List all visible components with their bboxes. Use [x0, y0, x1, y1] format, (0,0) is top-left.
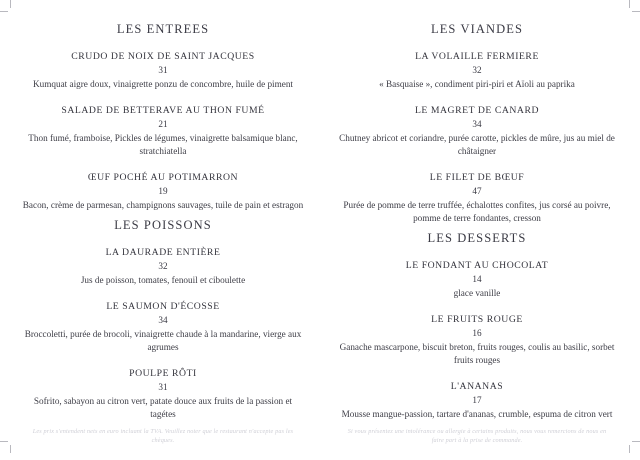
- menu-item-price: 32: [472, 65, 482, 76]
- menu-item-name: LE FRUITS ROUGE: [431, 313, 523, 325]
- menu-item-name: POULPE RÔTI: [129, 367, 197, 379]
- menu-item-description: Bacon, crème de parmesan, champignons sauvages, tuile de pain et estragon: [22, 199, 304, 210]
- section-title: LES ENTREES: [116, 22, 210, 36]
- menu-item: [20, 367, 306, 421]
- menu-item-price: 32: [158, 260, 168, 271]
- menu-item-price: 14: [472, 273, 482, 284]
- menu-item-price: 34: [472, 118, 482, 129]
- legal-note-left: Les prix s'entendent nets en euro incluant la TVA. Veuillez noter que le restaurant n'accepte pas les chèques.: [32, 427, 294, 445]
- menu-item: [20, 171, 306, 212]
- menu-item-price: 31: [158, 381, 168, 392]
- menu-item: [334, 259, 620, 300]
- menu-item-price: 47: [472, 185, 482, 196]
- menu-item: [20, 246, 306, 287]
- menu-section: [20, 218, 306, 421]
- section-title: LES POISSONS: [114, 217, 212, 232]
- menu-item-name: LA DAURADE ENTIÈRE: [105, 246, 221, 258]
- menu-column-right: [320, 22, 634, 453]
- menu-item-price: 34: [158, 314, 168, 325]
- menu-item-description: Ganache mascarpone, biscuit breton, fruits rouges, coulis au basilic, sorbet fruits rouges: [339, 341, 615, 365]
- menu-item-name: CRUDO DE NOIX DE SAINT JACQUES: [71, 51, 255, 62]
- menu-section: [20, 22, 306, 212]
- menu-item-price: 19: [158, 185, 168, 196]
- menu-section: [334, 231, 620, 421]
- section-title: LES VIANDES: [430, 22, 524, 36]
- menu-sections-right: [334, 22, 620, 427]
- menu-item-name: ŒUF POCHÉ AU POTIMARRON: [87, 171, 239, 183]
- menu-item-description: Mousse mangue-passion, tartare d'ananas, crumble, espuma de citron vert: [341, 408, 613, 419]
- menu-item-name: LE MAGRET DE CANARD: [414, 104, 540, 116]
- menu-item-price: 21: [158, 118, 168, 129]
- menu-item-description: glace vanille: [453, 287, 501, 298]
- menu-item-description: Sofrito, sabayon au citron vert, patate douce aux fruits de la passion et tagétes: [33, 395, 293, 419]
- menu-item: [334, 380, 620, 421]
- menu-item-name: LA VOLAILLE FERMIERE: [415, 51, 539, 62]
- menu-item-name: LE FILET DE BŒUF: [429, 171, 525, 183]
- menu-section: [334, 22, 620, 225]
- menu-item-description: Chutney abricot et coriandre, purée carotte, pickles de mûre, jus au miel de châtaigner: [339, 132, 615, 156]
- menu-item-description: Purée de pomme de terre truffée, échalottes confites, jus corsé au poivre, pomme de terre fondantes, cresson: [343, 199, 611, 223]
- section-title: LES DESSERTS: [427, 230, 527, 245]
- menu-item-description: Broccoletti, purée de brocoli, vinaigrette chaude à la mandarine, vierge aux agrumes: [24, 328, 302, 352]
- menu-item-name: L'ANANAS: [450, 380, 504, 392]
- menu-item-name: LE FONDANT AU CHOCOLAT: [405, 259, 549, 271]
- menu-sections-left: [20, 22, 306, 427]
- menu-item-price: 16: [472, 327, 482, 338]
- menu-item-description: Kumquat aigre doux, vinaigrette ponzu de concombre, huile de piment: [33, 78, 293, 89]
- menu-item: [20, 300, 306, 354]
- menu-item: [334, 313, 620, 367]
- menu-item-name: SALADE DE BETTERAVE AU THON FUMÉ: [61, 104, 265, 116]
- menu-item-description: Jus de poisson, tomates, fenouil et ciboulette: [80, 274, 246, 285]
- menu-item-description: Thon fumé, framboise, Pickles de légumes, vinaigrette balsamique blanc, stratchiatella: [28, 132, 298, 156]
- menu-column-left: [6, 22, 320, 453]
- legal-note-right: Si vous présentez une intolérance ou allergie à certains produits, nous vous remercions de nous en faire part à la prise de commande.: [347, 427, 607, 445]
- menu-item: [20, 104, 306, 158]
- menu-item: [334, 50, 620, 91]
- menu-item: [20, 50, 306, 91]
- menu-item-price: 17: [472, 394, 482, 405]
- menu-item-name: LE SAUMON D'ÉCOSSE: [106, 300, 220, 312]
- menu-item: [334, 104, 620, 158]
- menu-item-price: 31: [158, 65, 168, 76]
- menu-item: [334, 171, 620, 225]
- menu-item-description: « Basquaise », condiment piri-piri et Aïoli au paprika: [379, 78, 575, 89]
